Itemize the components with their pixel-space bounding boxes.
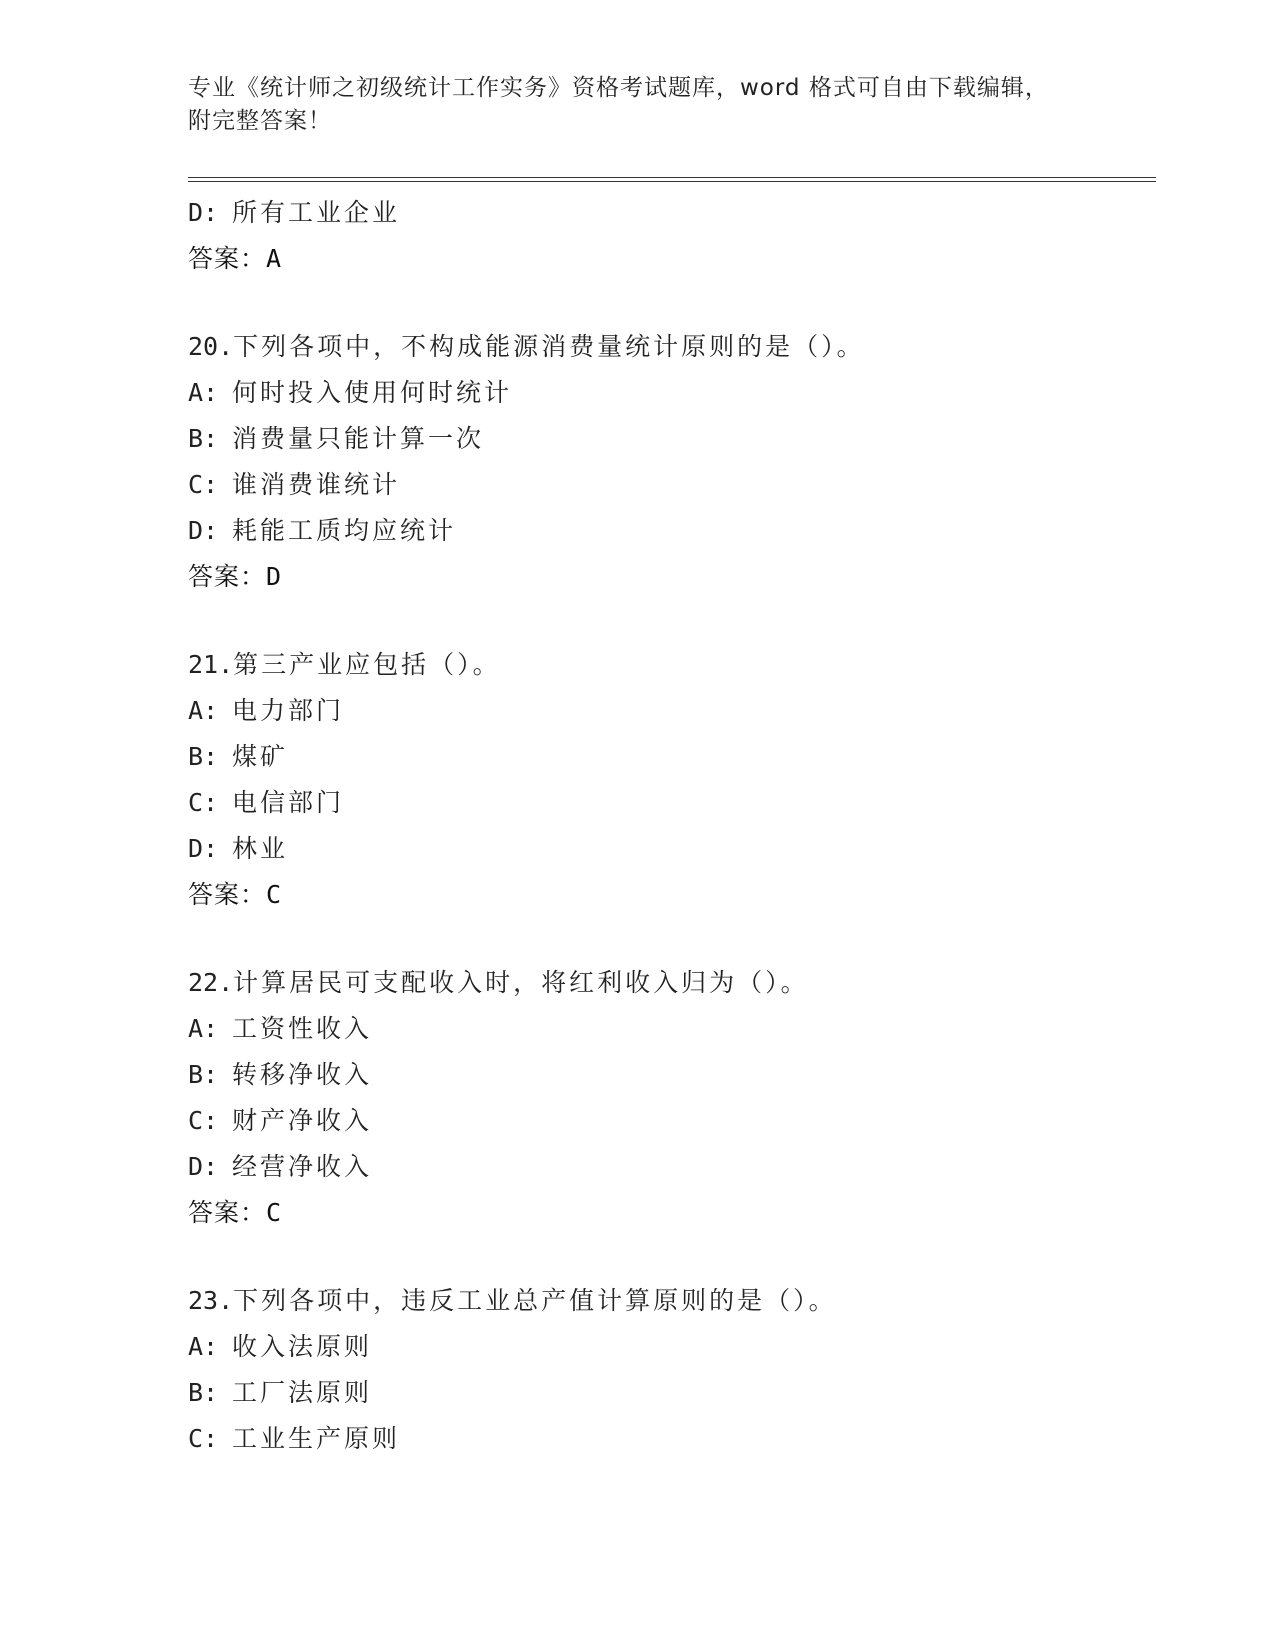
option-key: D:	[188, 1152, 219, 1181]
option-key: C:	[188, 788, 219, 817]
document-header	[188, 72, 1088, 138]
question-title	[188, 1278, 1156, 1324]
question-title	[188, 960, 1156, 1006]
option-text: 何时投入使用何时统计	[232, 378, 513, 407]
header-divider	[188, 177, 1156, 182]
option-d	[188, 1144, 1156, 1190]
option-key: D:	[188, 198, 219, 227]
answer-line	[188, 554, 1156, 600]
option-key: C:	[188, 1106, 219, 1135]
option-b	[188, 734, 1156, 780]
question-text: 第三产业应包括（）。	[233, 650, 501, 679]
spacer	[188, 282, 1156, 324]
option-text: 财产净收入	[232, 1106, 373, 1135]
answer-value: C	[266, 1198, 283, 1227]
option-key: B:	[188, 1060, 219, 1089]
option-key: C:	[188, 470, 219, 499]
option-c	[188, 780, 1156, 826]
question-number: 21.	[188, 650, 234, 679]
option-text: 工资性收入	[232, 1014, 373, 1043]
option-key: B:	[188, 424, 219, 453]
option-text: 消费量只能计算一次	[232, 424, 485, 453]
option-key: A:	[188, 696, 219, 725]
option-text: 工厂法原则	[232, 1378, 373, 1407]
spacer	[188, 600, 1156, 642]
option-text: 煤矿	[232, 742, 289, 771]
option-a	[188, 1324, 1156, 1370]
option-c	[188, 1416, 1156, 1462]
answer-line	[188, 1190, 1156, 1236]
answer-label: 答案：	[188, 880, 267, 909]
answer-value: A	[266, 244, 283, 273]
option-text: 所有工业企业	[232, 198, 401, 227]
option-b	[188, 416, 1156, 462]
question-list	[188, 190, 1156, 1462]
option-key: A:	[188, 378, 219, 407]
question-text: 下列各项中，违反工业总产值计算原则的是（）。	[233, 1286, 837, 1315]
option-a	[188, 1006, 1156, 1052]
spacer	[188, 918, 1156, 960]
answer-line	[188, 236, 1156, 282]
answer-label: 答案：	[188, 1198, 267, 1227]
question-text: 下列各项中，不构成能源消费量统计原则的是（）。	[233, 332, 865, 361]
header-line-2: 附完整答案！	[188, 108, 332, 134]
option-text: 转移净收入	[232, 1060, 373, 1089]
option-text: 耗能工质均应统计	[232, 516, 457, 545]
option-text: 收入法原则	[232, 1332, 373, 1361]
question-number: 23.	[188, 1286, 234, 1315]
option-c	[188, 1098, 1156, 1144]
answer-line	[188, 872, 1156, 918]
answer-value: C	[266, 880, 283, 909]
option-b	[188, 1052, 1156, 1098]
question-number: 20.	[188, 332, 234, 361]
option-a	[188, 688, 1156, 734]
option-text: 电信部门	[232, 788, 345, 817]
option-text: 电力部门	[232, 696, 345, 725]
option-key: B:	[188, 1378, 219, 1407]
spacer	[188, 1236, 1156, 1278]
answer-value: D	[266, 562, 283, 591]
answer-label: 答案：	[188, 562, 267, 591]
option-key: D:	[188, 834, 219, 863]
question-text: 计算居民可支配收入时，将红利收入归为（）。	[233, 968, 809, 997]
answer-label: 答案：	[188, 244, 267, 273]
option-d	[188, 190, 1156, 236]
option-key: D:	[188, 516, 219, 545]
option-a	[188, 370, 1156, 416]
option-d	[188, 826, 1156, 872]
option-c	[188, 462, 1156, 508]
question-title	[188, 324, 1156, 370]
question-title	[188, 642, 1156, 688]
question-number: 22.	[188, 968, 234, 997]
option-text: 谁消费谁统计	[232, 470, 401, 499]
option-key: A:	[188, 1332, 219, 1361]
option-text: 工业生产原则	[232, 1424, 401, 1453]
option-d	[188, 508, 1156, 554]
option-key: C:	[188, 1424, 219, 1453]
option-b	[188, 1370, 1156, 1416]
option-key: B:	[188, 742, 219, 771]
header-line-1: 专业《统计师之初级统计工作实务》资格考试题库，word 格式可自由下载编辑，	[188, 75, 1049, 101]
option-text: 林业	[232, 834, 289, 863]
option-key: A:	[188, 1014, 219, 1043]
option-text: 经营净收入	[232, 1152, 373, 1181]
